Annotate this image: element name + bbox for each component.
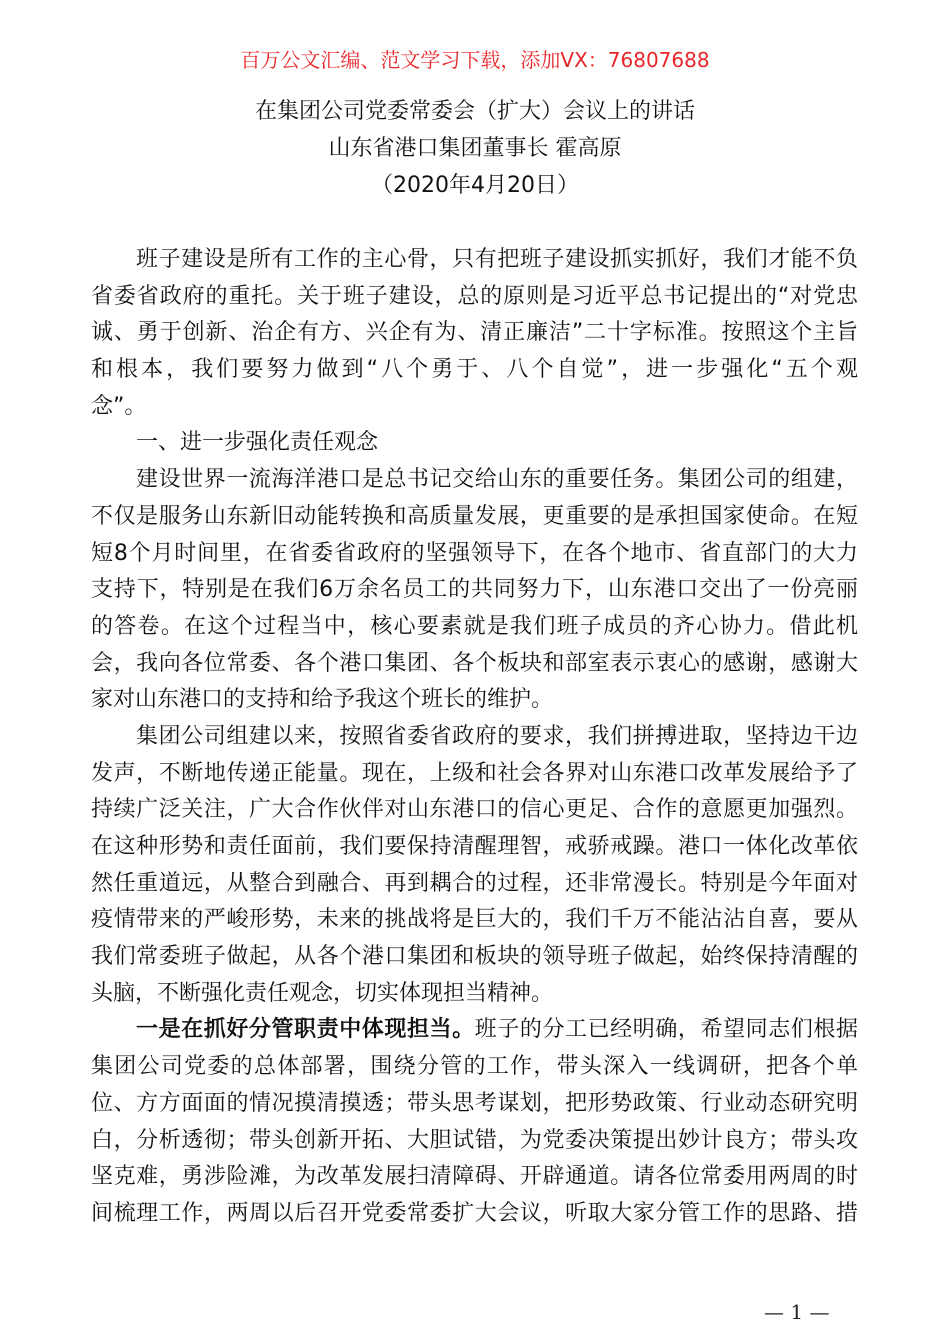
line-text: 短8个月时间里，在省委省政府的坚强领导下，在各个地市、省直部门的大力 (91, 540, 858, 566)
line-text: 和根本，我们要努力做到“八个勇于、八个自觉”，进一步强化“五个观 (91, 357, 858, 383)
text-line (91, 939, 858, 976)
paragraph (91, 242, 858, 425)
text-line (91, 462, 858, 499)
text-line (91, 1123, 858, 1160)
line-text: 疫情带来的严峻形势，未来的挑战将是巨大的，我们千万不能沾沾自喜，要从 (91, 907, 858, 933)
line-text: 间梳理工作，两周以后召开党委常委扩大会议，听取大家分管工作的思路、措 (91, 1200, 858, 1226)
line-text: 不仅是服务山东新旧动能转换和高质量发展，更重要的是承担国家使命。在短 (91, 503, 858, 529)
bold-lead: 一是在抓好分管职责中体现担当。 (136, 1017, 475, 1043)
line-text: 位、方方面面的情况摸清摸透；带头思考谋划，把形势政策、行业动态研究明 (91, 1090, 858, 1116)
document-title: 在集团公司党委常委会（扩大）会议上的讲话 (254, 99, 695, 124)
text-line (91, 536, 858, 573)
line-text: 支持下，特别是在我们6万余名员工的共同努力下，山东港口交出了一份亮丽 (91, 577, 858, 603)
text-line (91, 242, 858, 279)
line-text: 白，分析透彻；带头创新开拓、大胆试错，为党委决策提出妙计良方；带头攻 (91, 1127, 858, 1153)
text-line (91, 315, 858, 352)
text-line (91, 792, 858, 829)
text-line (91, 352, 858, 389)
line-text: 班子的分工已经明确，希望同志们根据 (474, 1017, 858, 1043)
line-text: 家对山东港口的支持和给予我这个班长的维护。 (91, 687, 554, 713)
line-text: 持续广泛关注，广大合作伙伴对山东港口的信心更足、合作的意愿更加强烈。 (91, 797, 858, 823)
text-line (91, 866, 858, 903)
document-date: （2020年4月20日） (371, 173, 579, 198)
text-line (91, 279, 858, 316)
line-text: 我们常委班子做起，从各个港口集团和板块的领导班子做起，始终保持清醒的 (91, 944, 858, 970)
line-text: 一、进一步强化责任观念 (136, 430, 379, 456)
paragraph (91, 462, 858, 719)
text-line (91, 572, 858, 609)
line-text: 在这种形势和责任面前，我们要保持清醒理智，戒骄戒躁。港口一体化改革依 (91, 834, 858, 859)
text-line (91, 976, 858, 1013)
text-line (91, 719, 858, 756)
line-text: 班子建设是所有工作的主心骨，只有把班子建设抓实抓好，我们才能不负 (136, 247, 858, 272)
line-text: 集团公司组建以来，按照省委省政府的要求，我们拼搏进取，坚持边干边 (136, 723, 858, 749)
line-text: 头脑，不断强化责任观念，切实体现担当精神。 (91, 980, 554, 1006)
text-line (91, 1049, 858, 1086)
line-text: 念”。 (91, 393, 147, 419)
line-text: 集团公司党委的总体部署，围绕分管的工作，带头深入一线调研，把各个单 (91, 1054, 858, 1080)
text-line (91, 682, 858, 719)
text-line (91, 499, 858, 536)
text-line (91, 1086, 858, 1123)
watermark-banner: 百万公文汇编、范文学习下载，添加VX：76807688 (240, 48, 710, 72)
text-line (91, 425, 858, 462)
line-text: 会，我向各位常委、各个港口集团、各个板块和部室表示衷心的感谢，感谢大 (91, 650, 858, 676)
text-line (91, 646, 858, 683)
line-text: 发声，不断地传递正能量。现在，上级和社会各界对山东港口改革发展给予了 (91, 760, 858, 786)
line-text: 建设世界一流海洋港口是总书记交给山东的重要任务。集团公司的组建， (136, 467, 858, 493)
line-text: 然任重道远，从整合到融合、再到耦合的过程，还非常漫长。特别是今年面对 (91, 870, 858, 896)
text-line (91, 1196, 858, 1233)
text-line (91, 829, 858, 866)
line-text: 的答卷。在这个过程当中，核心要素就是我们班子成员的齐心协力。借此机 (91, 613, 858, 639)
text-line (91, 1012, 858, 1049)
text-line (91, 609, 858, 646)
paragraph (91, 1012, 858, 1232)
text-line (91, 756, 858, 793)
text-line (91, 902, 858, 939)
text-line (91, 1159, 858, 1196)
paragraph (91, 719, 858, 1013)
document-body (91, 242, 858, 1233)
document-author: 山东省港口集团董事长 霍高原 (328, 136, 622, 161)
page-number: — 1 — (764, 1300, 830, 1324)
text-line (91, 389, 858, 426)
line-text: 坚克难，勇涉险滩，为改革发展扫清障碍、开辟通道。请各位常委用两周的时 (91, 1164, 858, 1190)
line-text: 省委省政府的重托。关于班子建设，总的原则是习近平总书记提出的“对党忠 (91, 283, 858, 309)
paragraph (91, 425, 858, 462)
line-text: 诚、勇于创新、治企有方、兴企有为、清正廉洁”二十字标准。按照这个主旨 (91, 320, 858, 346)
